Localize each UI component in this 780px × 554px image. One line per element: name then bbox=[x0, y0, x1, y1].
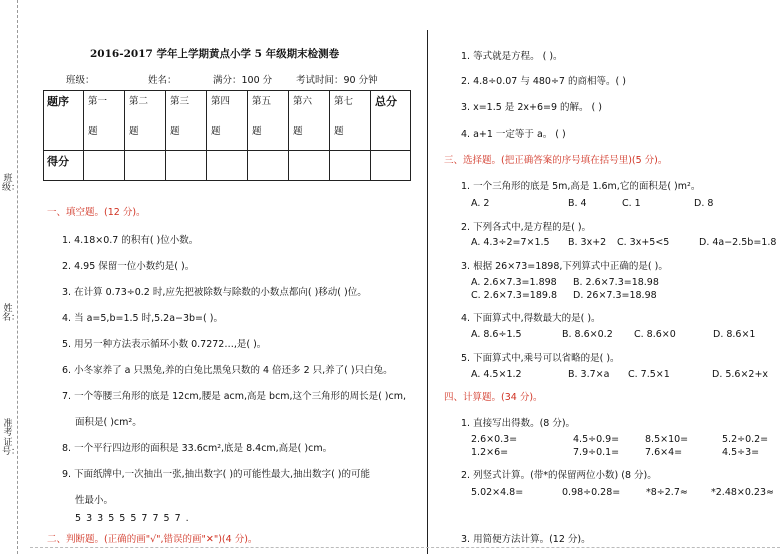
score-col-7 bbox=[330, 91, 371, 151]
s4-q3: 3. 用简便方法计算。(12 分)。 bbox=[461, 534, 591, 545]
section2-heading: 二、判断题。(正确的画"√",错误的画"✕")(4 分)。 bbox=[47, 534, 258, 545]
score-cell-2[interactable] bbox=[125, 151, 166, 181]
binding-name-label: 姓名： bbox=[2, 304, 21, 324]
score-cell-1[interactable] bbox=[84, 151, 125, 181]
score-col-1-top: 第一 bbox=[88, 96, 108, 107]
s1-q5: 5. 用另一种方法表示循环小数 0.7272…,是( )。 bbox=[62, 339, 267, 350]
s3-q4-opt-c: C. 8.6×0 bbox=[634, 329, 676, 340]
s4-q2-item-a: 5.02×4.8= bbox=[471, 487, 524, 498]
s3-q2-opt-b: B. 3x+2 bbox=[568, 237, 607, 248]
score-col-7-bottom: 题 bbox=[334, 126, 344, 137]
s1-q9-line2: 性最小。 bbox=[75, 495, 114, 506]
tf-q1: 1. 等式就是方程。 ( )。 bbox=[461, 51, 563, 62]
s4-q1-r1-c: 8.5×10= bbox=[645, 434, 689, 445]
s3-q2-opt-d: D. 4a−2.5b=1.8 bbox=[699, 237, 777, 248]
s4-q1-r2-b: 7.9÷0.1= bbox=[573, 447, 620, 458]
score-col-5-top: 第五 bbox=[252, 96, 272, 107]
score-col-4-top: 第四 bbox=[211, 96, 231, 107]
score-cell-total[interactable] bbox=[371, 151, 411, 181]
tf-q3: 3. x=1.5 是 2x+6=9 的解。 ( ) bbox=[461, 102, 602, 113]
score-col-3-bottom: 题 bbox=[170, 126, 180, 137]
s3-q2: 2. 下列各式中,是方程的是( )。 bbox=[461, 222, 592, 233]
score-col-2-bottom: 题 bbox=[129, 126, 139, 137]
full-score: 满分：100 分 bbox=[213, 75, 273, 86]
s3-q4: 4. 下面算式中,得数最大的是( )。 bbox=[461, 313, 601, 324]
score-col-2 bbox=[125, 91, 166, 151]
row-label-question: 题序 bbox=[44, 91, 84, 151]
s1-q7-line1: 7. 一个等腰三角形的底是 12cm,腰是 acm,高是 bcm,这个三角形的周长是( )cm, bbox=[62, 391, 407, 402]
s3-q5: 5. 下面算式中,乘号可以省略的是( )。 bbox=[461, 353, 620, 364]
s1-q8: 8. 一个平行四边形的面积是 33.6cm²,底是 8.4cm,高是( )cm。 bbox=[62, 443, 333, 454]
s3-q4-opt-b: B. 8.6×0.2 bbox=[562, 329, 613, 340]
s1-q2: 2. 4.95 保留一位小数约是( )。 bbox=[62, 261, 195, 272]
score-cell-4[interactable] bbox=[207, 151, 248, 181]
s3-q2-opt-c: C. 3x+5<5 bbox=[617, 237, 670, 248]
s4-q1-r2-d: 4.5÷3= bbox=[722, 447, 760, 458]
s1-q1: 1. 4.18×0.7 的积有( )位小数。 bbox=[62, 235, 199, 246]
binding-class-label: 班级： bbox=[2, 174, 21, 194]
score-col-3-top: 第三 bbox=[170, 96, 190, 107]
score-col-4-bottom: 题 bbox=[211, 126, 221, 137]
s1-q4: 4. 当 a=5,b=1.5 时,5.2a−3b=( )。 bbox=[62, 313, 223, 324]
s1-q9-cards: 5 3 3 5 5 5 7 7 5 7 . bbox=[75, 513, 190, 524]
s3-q2-opt-a: A. 4.3÷2=7×1.5 bbox=[471, 237, 550, 248]
score-col-2-top: 第二 bbox=[129, 96, 149, 107]
score-col-5 bbox=[248, 91, 289, 151]
section4-heading: 四、计算题。(34 分)。 bbox=[444, 392, 543, 403]
score-col-6-top: 第六 bbox=[293, 96, 313, 107]
s4-q2-item-c: *8÷2.7≈ bbox=[646, 487, 688, 498]
s4-q2-item-d: *2.48×0.23≈ bbox=[711, 487, 774, 498]
score-cell-5[interactable] bbox=[248, 151, 289, 181]
score-col-7-top: 第七 bbox=[334, 96, 354, 107]
s3-q1-opt-a: A. 2 bbox=[471, 198, 490, 209]
s4-q1-r2-a: 1.2×6= bbox=[471, 447, 509, 458]
binding-dashed-line bbox=[17, 0, 18, 554]
s4-q1-r1-b: 4.5÷0.9= bbox=[573, 434, 620, 445]
s3-q1-opt-c: C. 1 bbox=[622, 198, 641, 209]
score-col-1 bbox=[84, 91, 125, 151]
total-label: 总分 bbox=[371, 91, 411, 151]
tf-q4: 4. a+1 一定等于 a。 ( ) bbox=[461, 129, 566, 140]
s4-q2-item-b: 0.98÷0.28= bbox=[562, 487, 621, 498]
s3-q1-opt-d: D. 8 bbox=[694, 198, 714, 209]
class-label: 班级： bbox=[66, 75, 95, 86]
section3-heading: 三、选择题。(把正确答案的序号填在括号里)(5 分)。 bbox=[444, 155, 668, 166]
s4-q1-r1-d: 5.2÷0.2= bbox=[722, 434, 769, 445]
s4-q1-r2-c: 7.6×4= bbox=[645, 447, 683, 458]
s4-q2: 2. 列竖式计算。(带*的保留两位小数) (8 分)。 bbox=[461, 470, 657, 481]
score-cell-3[interactable] bbox=[166, 151, 207, 181]
score-col-6 bbox=[289, 91, 330, 151]
tf-q2: 2. 4.8÷0.07 与 480÷7 的商相等。( ) bbox=[461, 76, 626, 87]
s1-q3: 3. 在计算 0.73÷0.2 时,应先把被除数与除数的小数点都向( )移动( )位。 bbox=[62, 287, 367, 298]
score-col-5-bottom: 题 bbox=[252, 126, 262, 137]
s3-q1: 1. 一个三角形的底是 5m,高是 1.6m,它的面积是( )m²。 bbox=[461, 181, 701, 192]
s3-q4-opt-d: D. 8.6×1 bbox=[713, 329, 756, 340]
name-label: 姓名： bbox=[148, 75, 177, 86]
s3-q3: 3. 根据 26×73=1898,下列算式中正确的是( )。 bbox=[461, 261, 668, 272]
binding-exam-no-label: 准考证号： bbox=[2, 419, 21, 458]
s3-q5-opt-d: D. 5.6×2+x bbox=[712, 369, 769, 380]
row-label-score: 得分 bbox=[44, 151, 84, 181]
score-col-4 bbox=[207, 91, 248, 151]
exam-title: 2016-2017 学年上学期黄点小学 5 年级期末检测卷 bbox=[90, 48, 340, 60]
s3-q3-opt-b: B. 2.6×7.3=18.98 bbox=[573, 277, 659, 288]
score-table bbox=[43, 90, 411, 181]
s3-q3-opt-a: A. 2.6×7.3=1.898 bbox=[471, 277, 557, 288]
s3-q4-opt-a: A. 8.6÷1.5 bbox=[471, 329, 522, 340]
s3-q1-opt-b: B. 4 bbox=[568, 198, 587, 209]
score-cell-6[interactable] bbox=[289, 151, 330, 181]
s4-q1: 1. 直接写出得数。(8 分)。 bbox=[461, 418, 576, 429]
score-col-3 bbox=[166, 91, 207, 151]
exam-time: 考试时间：90 分钟 bbox=[296, 75, 378, 86]
score-cell-7[interactable] bbox=[330, 151, 371, 181]
s3-q5-opt-b: B. 3.7×a bbox=[568, 369, 610, 380]
score-col-1-bottom: 题 bbox=[88, 126, 98, 137]
s3-q3-opt-c: C. 2.6×7.3=189.8 bbox=[471, 290, 558, 301]
s1-q9-line1: 9. 下面纸牌中,一次抽出一张,抽出数字( )的可能性最大,抽出数字( )的可能 bbox=[62, 469, 371, 480]
s3-q5-opt-c: C. 7.5×1 bbox=[628, 369, 670, 380]
s1-q6: 6. 小冬家养了 a 只黑兔,养的白兔比黑兔只数的 4 倍还多 2 只,养了( )只白兔。 bbox=[62, 365, 393, 376]
s3-q5-opt-a: A. 4.5×1.2 bbox=[471, 369, 522, 380]
section1-heading: 一、填空题。(12 分)。 bbox=[47, 207, 146, 218]
score-col-6-bottom: 题 bbox=[293, 126, 303, 137]
page-bottom-rule bbox=[30, 547, 780, 548]
s3-q3-opt-d: D. 26×7.3=18.98 bbox=[573, 290, 657, 301]
column-divider bbox=[427, 30, 428, 554]
s1-q7-line2: 面积是( )cm²。 bbox=[75, 417, 142, 428]
s4-q1-r1-a: 2.6×0.3= bbox=[471, 434, 518, 445]
